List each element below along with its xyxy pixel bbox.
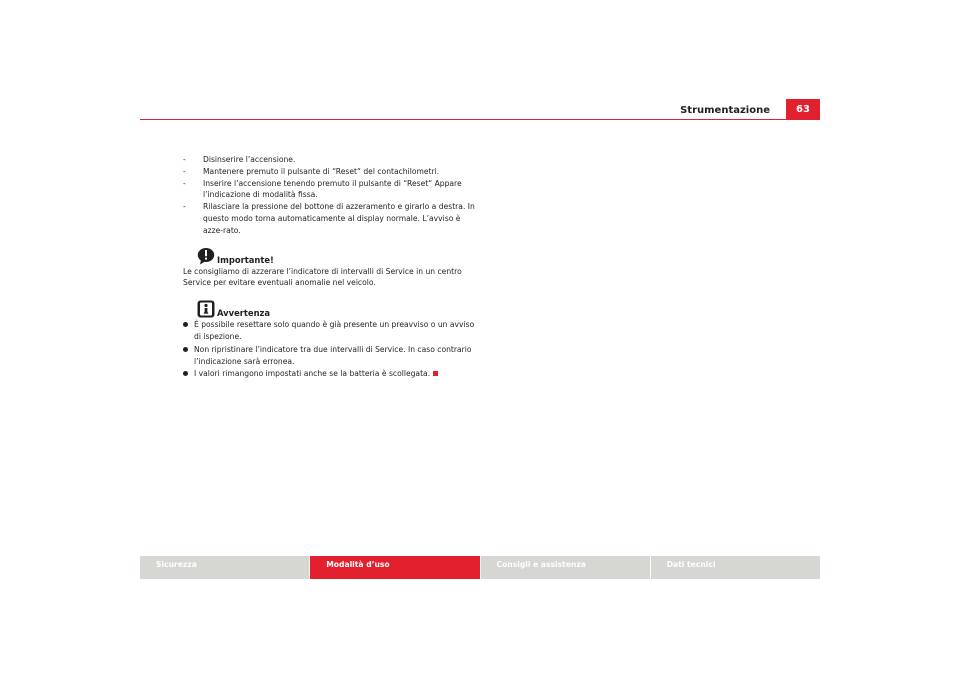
bullet-text-last bbox=[194, 368, 475, 380]
tab-consigli-assistenza[interactable]: Consigli e assistenza bbox=[481, 556, 650, 579]
footer-nav bbox=[140, 556, 820, 579]
bullet-dot bbox=[183, 347, 188, 352]
step-marker: - bbox=[183, 166, 186, 176]
bullet-text: È possibile resettare solo quando è già presente un preavviso o un avviso di ispezione. bbox=[194, 320, 475, 341]
step-text: Inserire l’accensione tenendo premuto il pulsante di “Reset“ Appare l’indicazione di modalità fissa. bbox=[203, 178, 462, 200]
important-title: Importante! bbox=[217, 254, 274, 265]
bullet-dot bbox=[183, 371, 188, 376]
bullet-text: I valori rimangono impostati anche se la batteria è scollegata. bbox=[194, 369, 431, 379]
info-note-icon bbox=[197, 300, 215, 318]
step-marker: - bbox=[183, 202, 186, 212]
main-content bbox=[183, 154, 475, 380]
exclamation-icon bbox=[197, 247, 215, 265]
step-item bbox=[183, 166, 475, 178]
step-marker: - bbox=[183, 178, 186, 188]
note-bullet bbox=[183, 368, 475, 380]
page-header-title: Strumentazione bbox=[680, 105, 770, 116]
note-heading bbox=[183, 298, 475, 318]
step-text: Disinserire l’accensione. bbox=[203, 155, 296, 164]
important-heading bbox=[183, 245, 475, 265]
page-number-badge: 63 bbox=[786, 99, 820, 119]
note-bullet bbox=[183, 319, 475, 343]
tab-dati-tecnici[interactable]: Dati tecnici bbox=[651, 556, 820, 579]
tab-sicurezza[interactable]: Sicurezza bbox=[140, 556, 309, 579]
step-item bbox=[183, 154, 475, 166]
step-marker: - bbox=[183, 155, 186, 164]
bullet-text: Non ripristinare l’indicatore tra due intervalli di Service. In caso contrario l’indicazione sarà erronea. bbox=[194, 344, 472, 366]
tab-modalita-uso[interactable]: Modalità d’uso bbox=[310, 556, 479, 579]
header-divider bbox=[140, 119, 820, 120]
step-item bbox=[183, 178, 475, 202]
note-title: Avvertenza bbox=[217, 308, 271, 319]
step-text: Rilasciare la pressione del bottone di azzeramento e girarlo a destra. In questo modo torna automaticamente al display normale. L’avviso è azze-rato. bbox=[203, 202, 475, 235]
bullet-dot bbox=[183, 322, 188, 327]
important-text: Le consigliamo di azzerare l’indicatore di intervalli di Service in un centro Service per evitare eventuali anomalie nel veicolo. bbox=[183, 266, 462, 288]
section-end-marker bbox=[433, 371, 438, 376]
step-text: Mantenere premuto il pulsante di “Reset“ del contachilometri. bbox=[203, 166, 440, 176]
step-item bbox=[183, 201, 475, 236]
note-bullet bbox=[183, 344, 475, 368]
